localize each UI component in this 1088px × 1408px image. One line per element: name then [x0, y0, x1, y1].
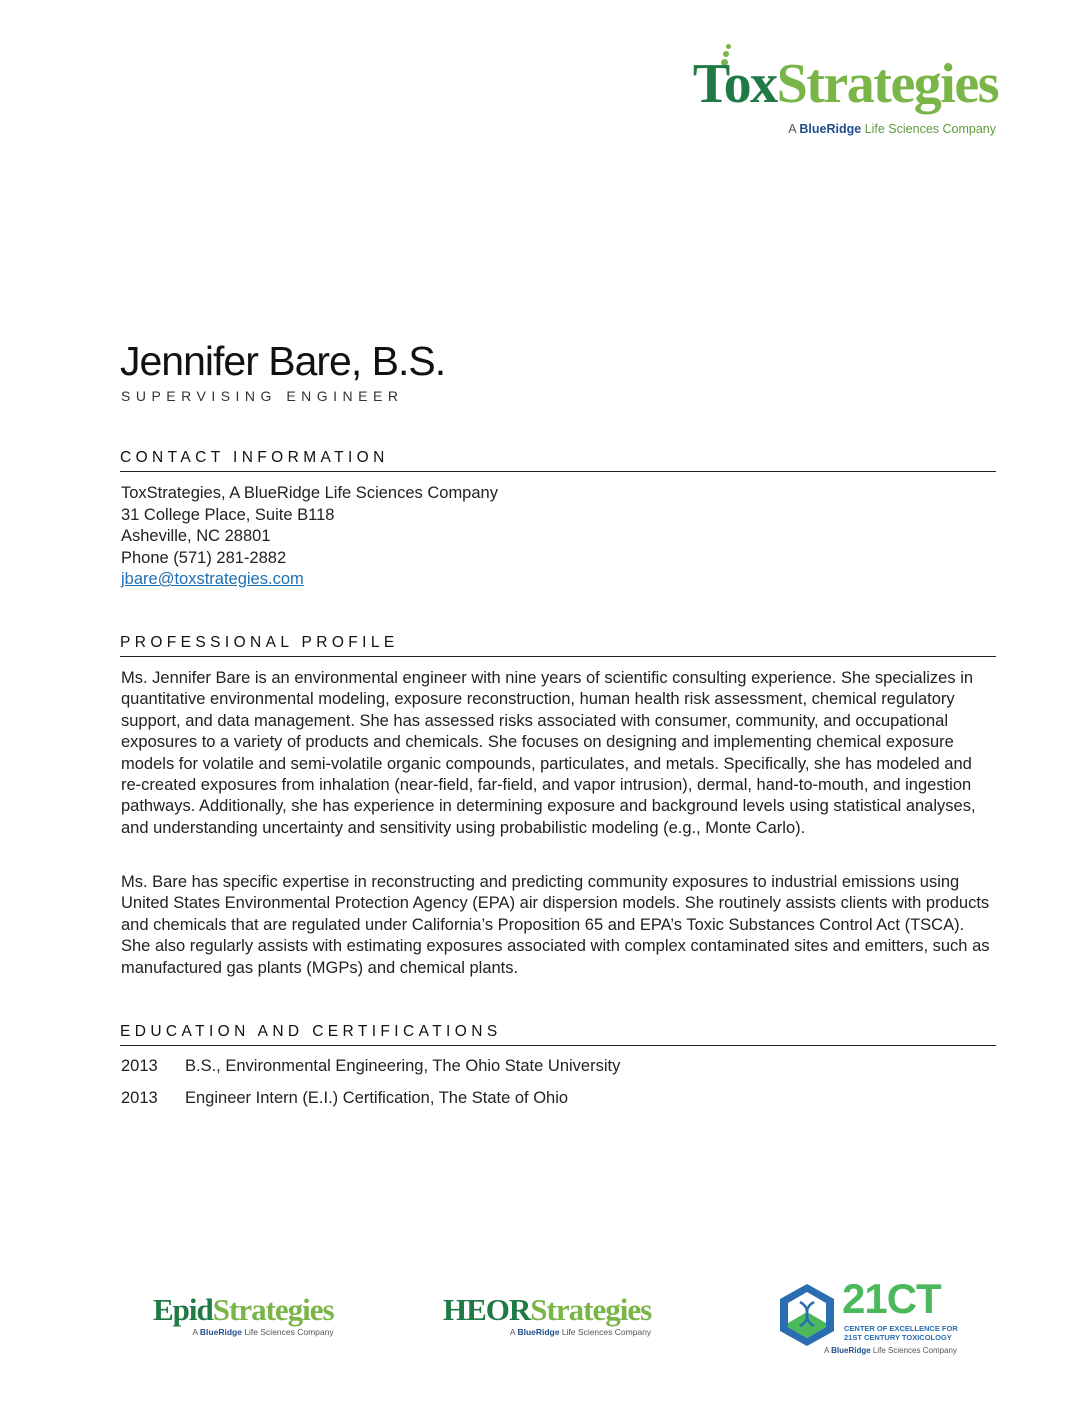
contact-block	[121, 483, 498, 591]
21ct-number: 21CT	[842, 1275, 941, 1322]
contact-heading: CONTACT INFORMATION	[120, 449, 996, 472]
contact-company: ToxStrategies, A BlueRidge Life Sciences Company	[121, 484, 498, 502]
21ct-logo	[776, 1275, 966, 1355]
education-text: Engineer Intern (E.I.) Certification, The State of Ohio	[185, 1089, 569, 1107]
hexagon-dna-icon	[776, 1282, 838, 1348]
contact-phone: Phone (571) 281-2882	[121, 548, 287, 567]
education-item	[121, 1057, 620, 1076]
person-name: Jennifer Bare, B.S.	[120, 338, 446, 384]
contact-city: Asheville, NC 28801	[121, 527, 271, 545]
email-link[interactable]: jbare@toxstrategies.com	[121, 570, 304, 588]
epid-tagline: A BlueRidge Life Sciences Company	[192, 1327, 334, 1337]
21ct-line2: 21ST CENTURY TOXICOLOGY	[844, 1333, 952, 1342]
education-heading: EDUCATION AND CERTIFICATIONS	[120, 1023, 996, 1046]
education-item	[121, 1089, 568, 1108]
toxstrategies-logo	[648, 44, 998, 140]
heor-tagline: A BlueRidge Life Sciences Company	[509, 1327, 652, 1337]
person-title: SUPERVISING ENGINEER	[121, 388, 404, 404]
epidstrategies-logo	[153, 1293, 334, 1337]
logo-tagline: A BlueRidge Life Sciences Company	[788, 122, 996, 136]
heor-wordmark: HEORStrategies	[443, 1292, 652, 1327]
21ct-line1: CENTER OF EXCELLENCE FOR	[844, 1324, 958, 1333]
epid-wordmark: EpidStrategies	[153, 1292, 334, 1327]
education-year: 2013	[121, 1057, 158, 1075]
contact-street: 31 College Place, Suite B118	[121, 505, 335, 524]
21ct-tagline: A BlueRidge Life Sciences Company	[824, 1346, 957, 1355]
profile-paragraph-1: Ms. Jennifer Bare is an environmental engineer with nine years of scientific consulting experience. She specializes in quantitative environmental modeling, exposure reconstruction, human health risk assessment, chemical regulatory support, and data management. She has assessed risks associated with consumer, community, and occupational exposures to a variety of products and chemicals. She focuses on designing and implementing chemical exposure models for volatile and semi-volatile organic compounds, particulates, and metals. Specifically, she has modeled and re-created exposures from inhalation (near-field, far-field, and vapor intrusion), dermal, hand-to-mouth, and ingestion pathways. Additionally, she has experience in determining exposure and background levels using statistical analyses, and understanding uncertainty and sensitivity using probabilistic modeling (e.g., Monte Carlo).	[121, 669, 976, 837]
education-year: 2013	[121, 1089, 158, 1107]
profile-paragraph-2: Ms. Bare has specific expertise in reconstructing and predicting community exposures to industrial emissions using United States Environmental Protection Agency (EPA) air dispersion models. She routinely assists clients with products and chemicals that are regulated under California’s Proposition 65 and EPA’s Toxic Substances Control Act (TSCA). She also regularly assists with estimating exposures associated with complex contaminated sites and emitters, such as manufactured gas plants (MGPs) and chemical plants.	[121, 873, 990, 977]
logo-wordmark: ToxStrategies	[692, 53, 998, 115]
heorstrategies-logo	[443, 1293, 651, 1337]
education-text: B.S., Environmental Engineering, The Ohio State University	[185, 1057, 621, 1075]
profile-heading: PROFESSIONAL PROFILE	[120, 634, 996, 657]
